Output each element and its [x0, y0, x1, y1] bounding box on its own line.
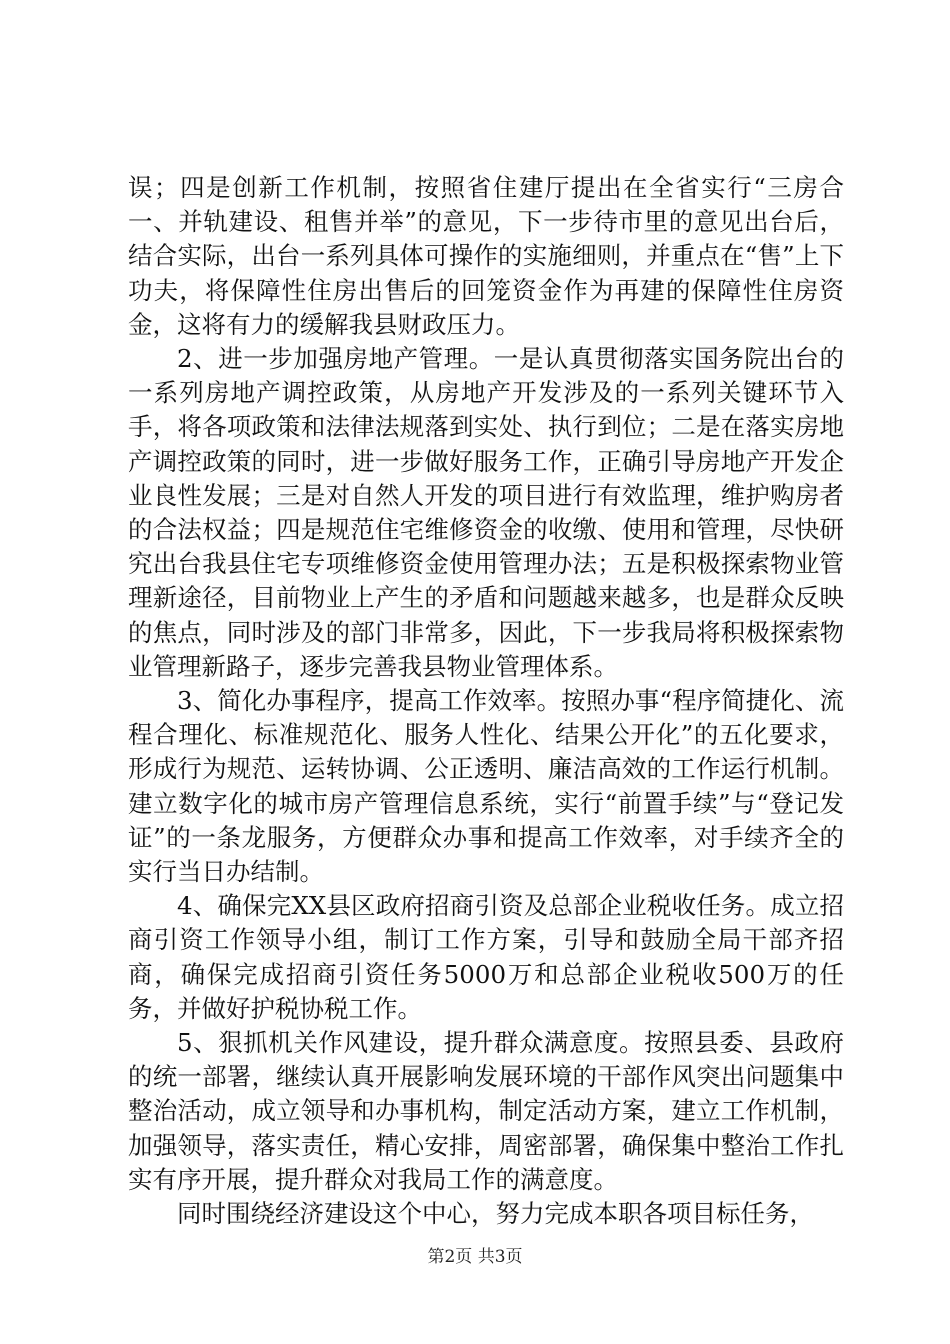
- document-body: [128, 171, 844, 1231]
- paragraph-item-3: 3、简化办事程序，提高工作效率。按照办事“程序简捷化、流程合理化、标准规范化、服务人性化、结果公开化”的五化要求，形成行为规范、运转协调、公正透明、廉洁高效的工作运行机制。建立数字化的城市房产管理信息系统，实行“前置手续”与“登记发证”的一条龙服务，方便群众办事和提高工作效率，对手续齐全的实行当日办结制。: [128, 686, 844, 887]
- page-number-footer: 第2页 共3页: [427, 1247, 523, 1267]
- paragraph-item-4: 4、确保完XX县区政府招商引资及总部企业税收任务。成立招商引资工作领导小组，制订工作方案，引导和鼓励全局干部齐招商，确保完成招商引资任务5000万和总部企业税收500万的任务，并做好护税协税工作。: [128, 891, 844, 1023]
- paragraph-closing: 同时围绕经济建设这个中心，努力完成本职各项目标任务，: [177, 1199, 814, 1229]
- paragraph-item-2: 2、进一步加强房地产管理。一是认真贯彻落实国务院出台的一系列房地产调控政策，从房地产开发涉及的一系列关键环节入手，将各项政策和法律法规落到实处、执行到位；二是在落实房地产调控政策的同时，进一步做好服务工作，正确引导房地产开发企业良性发展；三是对自然人开发的项目进行有效监理，维护购房者的合法权益；四是规范住宅维修资金的收缴、使用和管理，尽快研究出台我县住宅专项维修资金使用管理办法；五是积极探索物业管理新途径，目前物业上产生的矛盾和问题越来越多，也是群众反映的焦点，同时涉及的部门非常多，因此，下一步我局将积极探索物业管理新路子，逐步完善我县物业管理体系。: [128, 344, 844, 681]
- paragraph-continued: 误；四是创新工作机制，按照省住建厅提出在全省实行“三房合一、并轨建设、租售并举”的意见，下一步待市里的意见出台后，结合实际，出台一系列具体可操作的实施细则，并重点在“售”上下功夫，将保障性住房出售后的回笼资金作为再建的保障性住房资金，这将有力的缓解我县财政压力。: [128, 173, 844, 339]
- paragraph-item-5: 5、狠抓机关作风建设，提升群众满意度。按照县委、县政府的统一部署，继续认真开展影响发展环境的干部作风突出问题集中整治活动，成立领导和办事机构，制定活动方案，建立工作机制，加强领导，落实责任，精心安排，周密部署，确保集中整治工作扎实有序开展，提升群众对我局工作的满意度。: [128, 1028, 844, 1194]
